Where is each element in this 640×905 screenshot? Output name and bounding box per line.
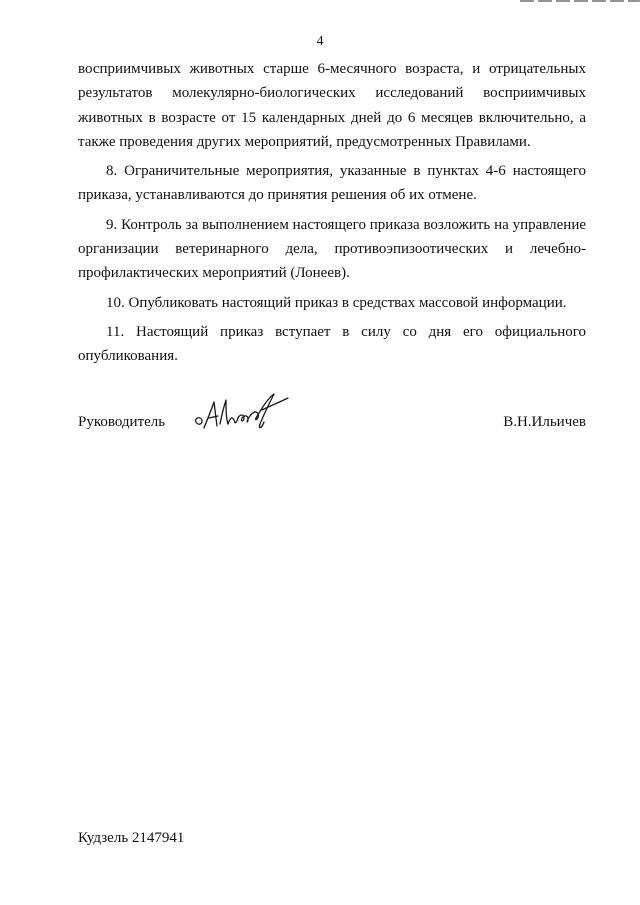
paragraph-11: 11. Настоящий приказ вступает в силу со дня его официального опубликования.: [78, 323, 586, 365]
paragraph-8: 8. Ограничительные мероприятия, указанные в пунктах 4-6 настоящего приказа, устанавливаются до принятия решения об их отмене.: [78, 163, 586, 204]
page-number: 4: [316, 34, 324, 49]
signatory-name: В.Н.Ильичев: [503, 414, 586, 430]
signatory-title: Руководитель: [78, 414, 166, 430]
handwritten-signature-icon: [190, 388, 290, 440]
paragraph-continuation: восприимчивых животных старше 6-месячного возраста, и отрицательных результатов молекулярно-биологических исследований восприимчивых животных в возрасте от 15 календарных дней до 6 месяцев включительно, а также проведения других мероприятий, предусмотренных Правилами.: [78, 61, 586, 150]
document-body: [78, 57, 586, 369]
scan-edge-mark: [520, 0, 640, 3]
executor-note: Кудзель 2147941: [78, 830, 185, 846]
paragraph-9: 9. Контроль за выполнением настоящего приказа возложить на управление организации ветеринарного дела, противоэпизоотических и лечебно-профилактических мероприятий (Лонеев).: [78, 216, 586, 282]
paragraph-10: 10. Опубликовать настоящий приказ в средствах массовой информации.: [106, 294, 567, 311]
